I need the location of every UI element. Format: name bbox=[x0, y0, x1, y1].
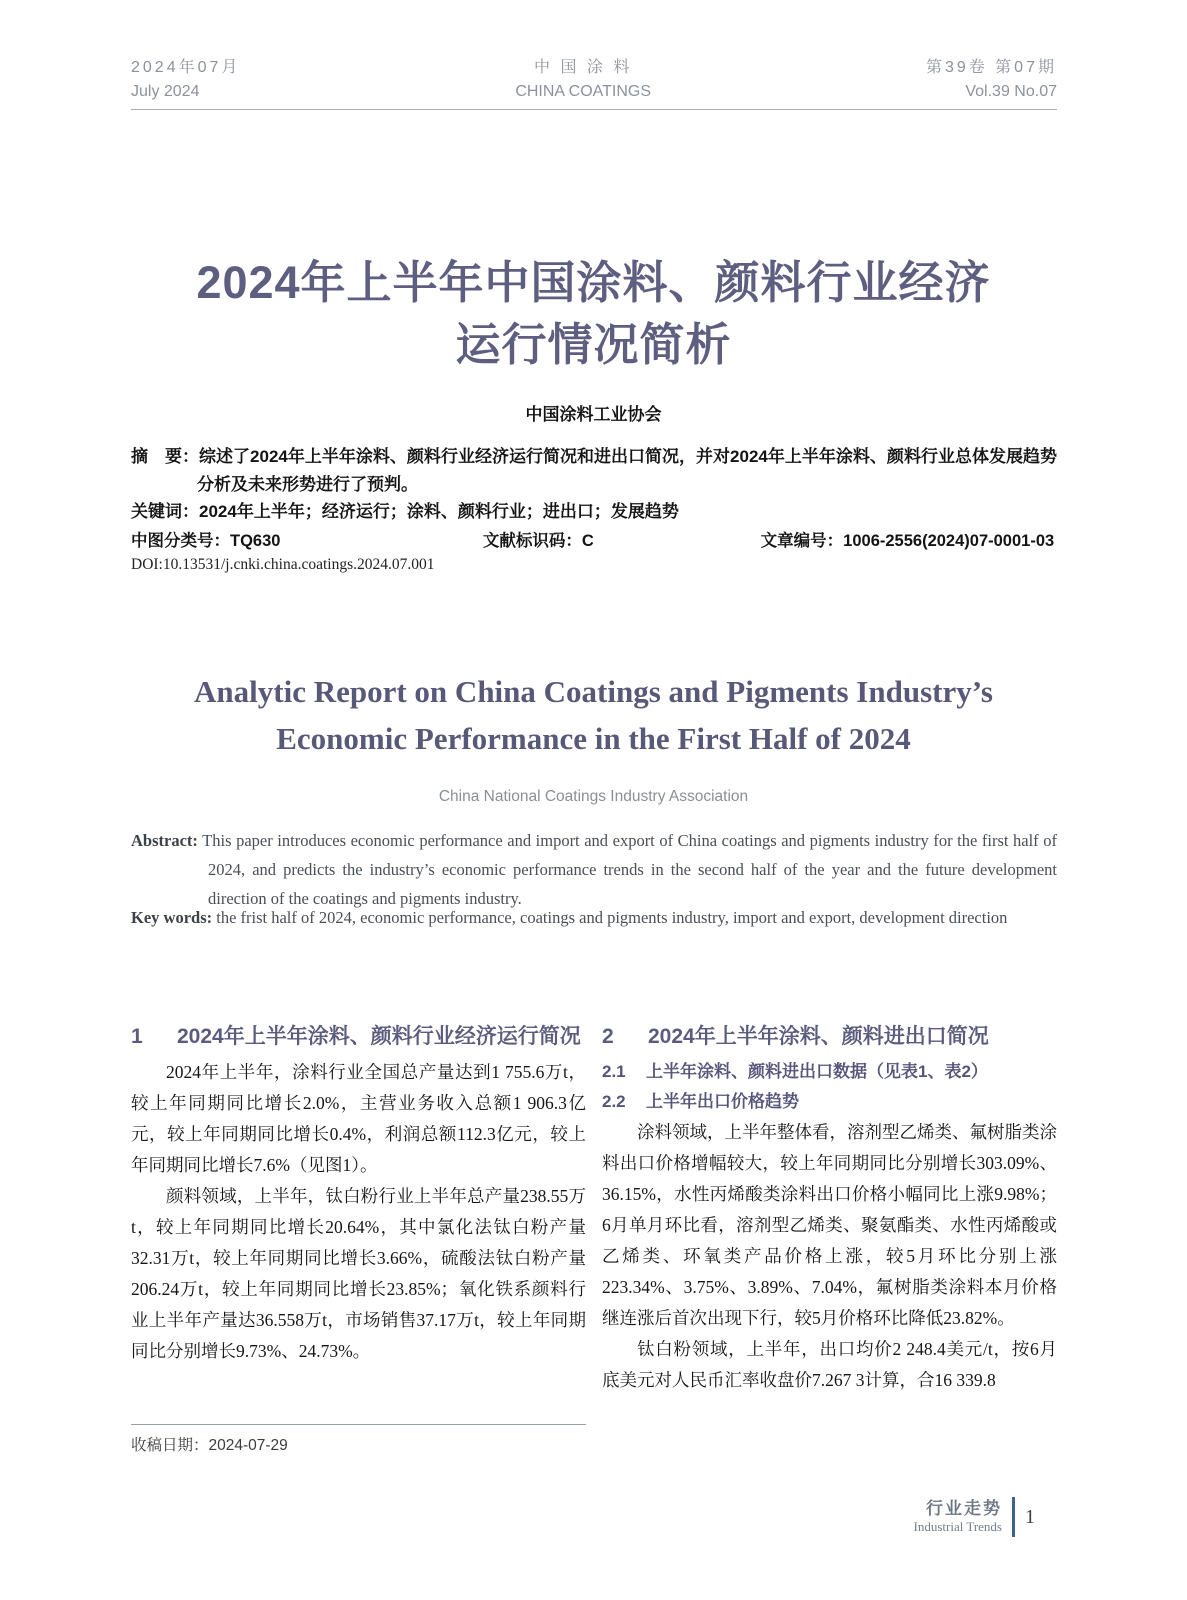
body-columns bbox=[131, 1022, 1057, 1396]
journal-name-cn: 中 国 涂 料 bbox=[534, 59, 633, 76]
keywords-en-text: the frist half of 2024, economic performance, coatings and pigments industry, import and export, development direction bbox=[212, 908, 1008, 927]
document-code: 文献标识码：C bbox=[482, 532, 594, 550]
article-id: 文章编号：1006-2556(2024)07-0001-03 bbox=[760, 532, 1055, 550]
left-column bbox=[131, 1022, 586, 1396]
abstract-cn-text: 综述了2024年上半年涂料、颜料行业经济运行简况和进出口简况，并对2024年上半年涂料、颜料行业总体发展趋势分析及未来形势进行了预判。 bbox=[197, 447, 1057, 494]
right-column bbox=[602, 1022, 1057, 1396]
section-2-1-title: 上半年涂料、颜料进出口数据（见表1、表2） bbox=[646, 1062, 988, 1081]
abstract-en-text: This paper introduces economic performance and import and export of China coatings and pigments industry for the first half of 2024, and predicts the industry’s economic performance trends in the second half of the year and the future development direction of the coatings and pigments industry. bbox=[197, 831, 1057, 908]
section-1-paragraph-2: 颜料领域，上半年，钛白粉行业上半年总产量238.55万t，较上年同期同比增长20.64%，其中氯化法钛白粉产量32.31万t，较上年同期同比增长3.66%，硫酸法钛白粉产量206.24万t，较上年同期同比增长23.85%；氧化铁系颜料行业上半年产量达36.558万t，市场销售37.17万t，较上年同期同比分别增长9.73%、24.73%。 bbox=[131, 1186, 586, 1361]
received-date-footnote bbox=[131, 1424, 586, 1455]
author-en: China National Coatings Industry Association bbox=[438, 788, 749, 805]
article-title-en-line1: Analytic Report on China Coatings and Pigments Industry’s bbox=[194, 674, 993, 709]
section-2-1-heading bbox=[602, 1057, 1057, 1087]
issue-en: Vol.39 No.07 bbox=[965, 83, 1057, 100]
footer-column-cn: 行业走势 bbox=[926, 1499, 1002, 1518]
keywords-cn-text: 2024年上半年；经济运行；涂料、颜料行业；进出口；发展趋势 bbox=[199, 502, 679, 521]
footer-column-en: Industrial Trends bbox=[913, 1519, 1002, 1534]
running-head-journal bbox=[515, 56, 651, 104]
section-1-heading bbox=[131, 1022, 586, 1051]
section-2-paragraph-2: 钛白粉领域，上半年，出口均价2 248.4美元/t，按6月底美元对人民币汇率收盘价7.267 3计算，合16 339.8 bbox=[602, 1339, 1057, 1390]
keywords-en bbox=[131, 903, 1057, 932]
date-en: July 2024 bbox=[131, 83, 200, 100]
date-cn: 2024年07月 bbox=[131, 59, 241, 76]
abstract-cn-text-wrap bbox=[131, 443, 1057, 499]
received-date-label: 收稿日期： bbox=[131, 1437, 209, 1454]
abstract-cn-label: 摘 要： bbox=[131, 447, 200, 466]
abstract-en bbox=[131, 826, 1057, 913]
header-divider bbox=[131, 109, 1057, 110]
doi: DOI:10.13531/j.cnki.china.coatings.2024.07.001 bbox=[131, 556, 435, 573]
abstract-en-label: Abstract: bbox=[131, 831, 198, 850]
section-2-title: 2024年上半年涂料、颜料进出口简况 bbox=[648, 1025, 989, 1048]
journal-name-en: CHINA COATINGS bbox=[515, 83, 652, 100]
section-2-2-heading bbox=[602, 1087, 1057, 1117]
section-2-number: 2 bbox=[602, 1025, 614, 1048]
abstract-en-text-wrap bbox=[131, 826, 1057, 913]
running-head-issue bbox=[926, 56, 1057, 104]
section-1-number: 1 bbox=[131, 1025, 143, 1048]
article-title-en bbox=[0, 668, 1187, 762]
abstract-cn bbox=[131, 443, 1057, 499]
article-title-cn bbox=[0, 252, 1187, 376]
issue-cn: 第39卷 第07期 bbox=[925, 59, 1057, 76]
section-2-paragraph-1: 涂料领域，上半年整体看，溶剂型乙烯类、氟树脂类涂料出口价格增幅较大，较上年同期同比分别增长303.09%、36.15%，水性丙烯酸类涂料出口价格小幅同比上涨9.98%；6月单月环比看，溶剂型乙烯类、聚氨酯类、水性丙烯酸或乙烯类、环氧类产品价格上涨，较5月环比分别上涨223.34%、3.75%、3.89%、7.04%，氟树脂类涂料本月价格继连涨后首次出现下行，较5月价格环比降低23.82%。 bbox=[602, 1122, 1057, 1328]
footer-column-name bbox=[914, 1499, 1012, 1535]
section-2-2-title: 上半年出口价格趋势 bbox=[646, 1092, 799, 1111]
section-1-paragraph-1: 2024年上半年，涂料行业全国总产量达到1 755.6万t，较上年同期同比增长2.0%，主营业务收入总额1 906.3亿元，较上年同期同比增长0.4%，利润总额112.3亿元，较上年同期同比增长7.6%（见图1）。 bbox=[131, 1062, 586, 1175]
article-title-en-line2: Economic Performance in the First Half of 2024 bbox=[276, 721, 911, 756]
running-head bbox=[131, 56, 1057, 104]
author-cn: 中国涂料工业协会 bbox=[525, 405, 662, 424]
section-2-2-number: 2.2 bbox=[602, 1092, 626, 1111]
section-2-1-number: 2.1 bbox=[602, 1062, 626, 1081]
running-head-date bbox=[131, 56, 240, 104]
article-meta-row bbox=[131, 527, 1057, 551]
section-2-heading bbox=[602, 1022, 1057, 1051]
article-title-cn-line2: 运行情况简析 bbox=[455, 319, 732, 370]
keywords-cn-label: 关键词： bbox=[131, 502, 199, 521]
clc-number: 中图分类号：TQ630 bbox=[131, 532, 281, 550]
keywords-cn bbox=[131, 498, 1057, 526]
received-date-value: 2024-07-29 bbox=[208, 1437, 288, 1454]
section-1-title: 2024年上半年涂料、颜料行业经济运行简况 bbox=[177, 1025, 581, 1048]
article-title-cn-line1: 2024年上半年中国涂料、颜料行业经济 bbox=[196, 257, 991, 308]
page-footer bbox=[914, 1497, 1035, 1537]
keywords-en-label: Key words: bbox=[131, 908, 213, 927]
page-number: 1 bbox=[1025, 1505, 1035, 1528]
